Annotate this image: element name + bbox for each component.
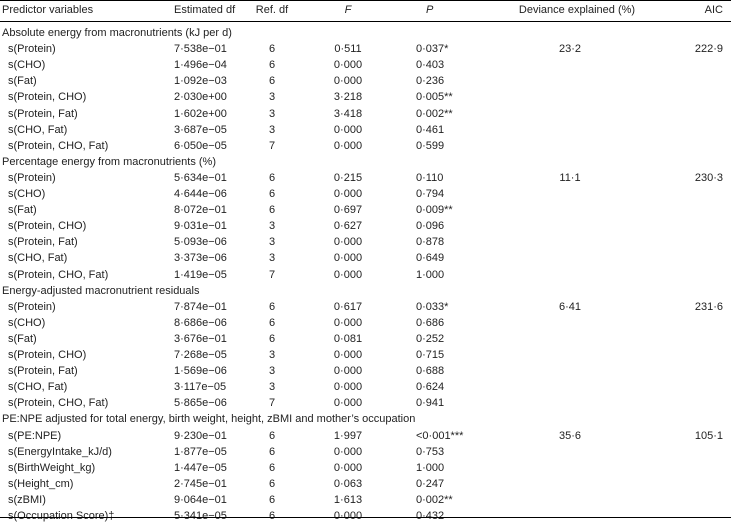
f-cell: 0·081 <box>333 332 363 345</box>
ref-df-cell: 3 <box>268 123 276 136</box>
section-title: Percentage energy from macronutrients (%) <box>2 155 216 168</box>
ref-df-cell: 6 <box>268 300 276 313</box>
predictor-cell: s(Fat) <box>8 204 37 217</box>
ref-df-cell: 6 <box>268 477 276 490</box>
predictor-cell: s(BirthWeight_kg) <box>8 461 96 474</box>
table-row <box>0 170 731 186</box>
f-cell: 0·000 <box>333 75 363 88</box>
ref-df-cell: 6 <box>268 445 276 458</box>
estimated-df-cell: 7·874e−01 <box>174 300 227 313</box>
ref-df-cell: 6 <box>268 316 276 329</box>
ref-df-cell: 3 <box>268 220 276 233</box>
table-row <box>0 250 731 266</box>
table-row <box>0 267 731 283</box>
table-row <box>0 347 731 363</box>
header-ref-df: Ref. df <box>255 4 289 16</box>
ref-df-cell: 3 <box>268 236 276 249</box>
estimated-df-cell: 2·030e+00 <box>174 91 227 104</box>
table-row <box>0 202 731 218</box>
ref-df-cell: 3 <box>268 252 276 265</box>
ref-df-cell: 7 <box>268 397 276 410</box>
estimated-df-cell: 1·602e+00 <box>174 107 227 120</box>
p-cell: 0·002** <box>416 493 453 506</box>
predictor-cell: s(Fat) <box>8 75 37 88</box>
predictor-cell: s(Protein) <box>8 43 56 56</box>
f-cell: 0·000 <box>333 349 363 361</box>
section-title: PE:NPE adjusted for total energy, birth weight, height, zBMI and mother’s occupation <box>2 413 416 426</box>
predictor-cell: s(Protein, Fat) <box>8 365 78 378</box>
table-row <box>0 508 731 524</box>
header-estimated-df: Estimated df <box>174 4 236 16</box>
f-cell: 0·511 <box>334 43 362 56</box>
ref-df-cell: 6 <box>268 204 276 217</box>
predictor-cell: s(Protein, CHO) <box>8 220 87 233</box>
f-cell: 1·997 <box>333 429 363 442</box>
f-cell: 0·215 <box>333 171 363 184</box>
header-p: P <box>426 4 434 16</box>
p-cell: 0·005** <box>416 91 453 104</box>
aic-cell: 230·3 <box>694 171 723 184</box>
estimated-df-cell: 9·031e−01 <box>174 220 227 233</box>
predictor-cell: s(Fat) <box>8 332 37 345</box>
ref-df-cell: 3 <box>268 91 276 104</box>
f-cell: 0·000 <box>333 365 363 378</box>
deviance-cell: 11·1 <box>559 171 581 184</box>
table-row <box>0 444 731 460</box>
header-predictor: Predictor variables <box>2 4 94 16</box>
estimated-df-cell: 1·569e−06 <box>174 365 227 378</box>
f-cell: 0·000 <box>333 445 363 458</box>
estimated-df-cell: 4·644e−06 <box>174 188 227 200</box>
table-row <box>0 138 731 154</box>
estimated-df-cell: 7·538e−01 <box>174 43 227 56</box>
deviance-cell: 35·6 <box>558 429 582 442</box>
aic-cell: 105·1 <box>694 429 723 442</box>
p-cell: 0·878 <box>416 236 445 249</box>
p-cell: 0·247 <box>416 477 445 490</box>
table-row <box>0 363 731 379</box>
section-title: Absolute energy from macronutrients (kJ per d) <box>2 27 232 39</box>
estimated-df-cell: 1·496e−04 <box>174 59 227 72</box>
f-cell: 3·218 <box>333 91 363 104</box>
p-cell: 0·686 <box>416 316 445 329</box>
table-row <box>0 379 731 395</box>
f-cell: 0·000 <box>333 510 363 522</box>
f-cell: 0·000 <box>333 139 363 152</box>
header-f: F <box>344 4 352 16</box>
f-cell: 0·000 <box>333 397 363 410</box>
ref-df-cell: 7 <box>268 139 276 152</box>
f-cell: 0·697 <box>333 204 363 217</box>
p-cell: <0·001*** <box>416 429 464 442</box>
table-row <box>0 492 731 508</box>
header-rule <box>0 21 731 22</box>
table-row <box>0 186 731 202</box>
estimated-df-cell: 8·686e−06 <box>174 316 227 329</box>
estimated-df-cell: 5·341e−05 <box>174 510 227 522</box>
estimated-df-cell: 3·676e−01 <box>174 332 227 345</box>
estimated-df-cell: 3·373e−06 <box>174 252 227 265</box>
p-cell: 0·941 <box>416 397 445 410</box>
ref-df-cell: 6 <box>268 43 276 56</box>
estimated-df-cell: 1·092e−03 <box>174 75 227 88</box>
predictor-cell: s(CHO, Fat) <box>8 252 68 265</box>
table-row <box>0 41 731 57</box>
table-row <box>0 106 731 122</box>
estimated-df-cell: 1·447e−05 <box>174 461 227 474</box>
table-row <box>0 57 731 73</box>
estimated-df-cell: 1·877e−05 <box>174 445 227 458</box>
p-cell: 0·624 <box>416 381 445 394</box>
p-cell: 0·252 <box>416 332 445 345</box>
p-cell: 0·236 <box>416 75 445 88</box>
table-row <box>0 299 731 315</box>
ref-df-cell: 6 <box>268 493 276 506</box>
p-cell: 0·599 <box>416 139 445 152</box>
aic-cell: 222·9 <box>694 43 723 56</box>
predictor-cell: s(zBMI) <box>8 493 46 506</box>
ref-df-cell: 6 <box>268 75 276 88</box>
predictor-cell: s(Protein, CHO, Fat) <box>8 397 109 410</box>
predictor-cell: s(Protein, CHO, Fat) <box>8 268 109 281</box>
estimated-df-cell: 2·745e−01 <box>174 477 227 490</box>
table-row <box>0 218 731 234</box>
p-cell: 0·403 <box>416 59 445 72</box>
table-row <box>0 331 731 347</box>
f-cell: 0·063 <box>333 477 363 490</box>
f-cell: 1·613 <box>333 493 363 506</box>
predictor-cell: s(EnergyIntake_kJ/d) <box>8 445 112 458</box>
estimated-df-cell: 9·230e−01 <box>174 429 227 442</box>
table-row <box>0 315 731 331</box>
predictor-cell: s(CHO) <box>8 188 46 200</box>
estimated-df-cell: 8·072e−01 <box>174 204 227 217</box>
f-cell: 0·000 <box>333 381 363 394</box>
estimated-df-cell: 5·093e−06 <box>174 236 227 249</box>
p-cell: 0·033* <box>416 300 449 313</box>
predictor-cell: s(Protein) <box>8 171 56 184</box>
f-cell: 0·617 <box>333 300 363 313</box>
p-cell: 1·000 <box>416 461 445 474</box>
ref-df-cell: 3 <box>268 365 276 378</box>
f-cell: 0·000 <box>333 268 363 281</box>
table-row <box>0 89 731 105</box>
estimated-df-cell: 3·117e−05 <box>174 381 227 394</box>
p-cell: 0·688 <box>416 365 445 378</box>
predictor-cell: s(CHO) <box>8 316 46 329</box>
p-cell: 0·461 <box>416 123 445 136</box>
p-cell: 1·000 <box>416 268 445 281</box>
ref-df-cell: 6 <box>268 59 276 72</box>
deviance-cell: 23·2 <box>558 43 582 56</box>
predictor-cell: s(Protein, Fat) <box>8 107 78 120</box>
p-cell: 0·794 <box>416 188 445 200</box>
p-cell: 0·002** <box>416 107 453 120</box>
predictor-cell: s(CHO, Fat) <box>8 381 68 394</box>
table-row <box>0 395 731 411</box>
estimated-df-cell: 9·064e−01 <box>174 493 227 506</box>
ref-df-cell: 3 <box>268 349 276 361</box>
p-cell: 0·009** <box>416 204 453 217</box>
table-row <box>0 428 731 444</box>
predictor-cell: s(Height_cm) <box>8 477 74 490</box>
table-row <box>0 476 731 492</box>
f-cell: 0·000 <box>333 252 363 265</box>
predictor-cell: s(Protein) <box>8 300 56 313</box>
p-cell: 0·715 <box>416 349 445 361</box>
predictor-cell: s(CHO, Fat) <box>8 123 68 136</box>
f-cell: 0·627 <box>333 220 363 233</box>
f-cell: 0·000 <box>333 461 363 474</box>
table-row <box>0 73 731 89</box>
ref-df-cell: 6 <box>268 510 276 522</box>
predictor-cell: s(Protein, CHO) <box>8 349 87 361</box>
predictor-cell: s(PE:NPE) <box>8 429 62 442</box>
p-cell: 0·649 <box>416 252 445 265</box>
estimated-df-cell: 7·268e−05 <box>174 349 227 361</box>
ref-df-cell: 6 <box>268 171 276 184</box>
f-cell: 0·000 <box>333 188 363 200</box>
estimated-df-cell: 6·050e−05 <box>174 139 227 152</box>
predictor-cell: s(Protein, CHO, Fat) <box>8 139 109 152</box>
f-cell: 0·000 <box>333 123 363 136</box>
header-deviance: Deviance explained (%) <box>518 4 636 16</box>
top-rule <box>0 0 731 1</box>
ref-df-cell: 6 <box>268 461 276 474</box>
estimated-df-cell: 1·419e−05 <box>174 268 227 281</box>
f-cell: 0·000 <box>333 236 363 249</box>
ref-df-cell: 6 <box>268 188 276 200</box>
predictor-cell: s(CHO) <box>8 59 46 72</box>
predictor-cell: s(Protein, Fat) <box>8 236 78 249</box>
ref-df-cell: 6 <box>268 429 276 442</box>
table-row <box>0 122 731 138</box>
estimated-df-cell: 5·865e−06 <box>174 397 227 410</box>
ref-df-cell: 3 <box>268 381 276 394</box>
p-cell: 0·110 <box>416 171 444 184</box>
p-cell: 0·753 <box>416 445 445 458</box>
f-cell: 0·000 <box>333 59 363 72</box>
header-row <box>0 2 731 18</box>
f-cell: 3·418 <box>333 107 363 120</box>
predictor-cell: s(Occupation Score)‡ <box>8 510 115 522</box>
p-cell: 0·037* <box>416 43 449 56</box>
bottom-rule <box>0 517 731 518</box>
predictor-cell: s(Protein, CHO) <box>8 91 87 104</box>
p-cell: 0·096 <box>416 220 445 233</box>
ref-df-cell: 3 <box>268 107 276 120</box>
aic-cell: 231·6 <box>694 300 723 313</box>
ref-df-cell: 6 <box>268 332 276 345</box>
header-aic: AIC <box>704 4 723 16</box>
table-row <box>0 234 731 250</box>
p-cell: 0·432 <box>416 510 445 522</box>
deviance-cell: 6·41 <box>558 300 582 313</box>
section-title: Energy-adjusted macronutrient residuals <box>2 284 200 297</box>
estimated-df-cell: 3·687e−05 <box>174 123 227 136</box>
table-row <box>0 460 731 476</box>
estimated-df-cell: 5·634e−01 <box>174 171 227 184</box>
ref-df-cell: 7 <box>268 268 276 281</box>
f-cell: 0·000 <box>333 316 363 329</box>
